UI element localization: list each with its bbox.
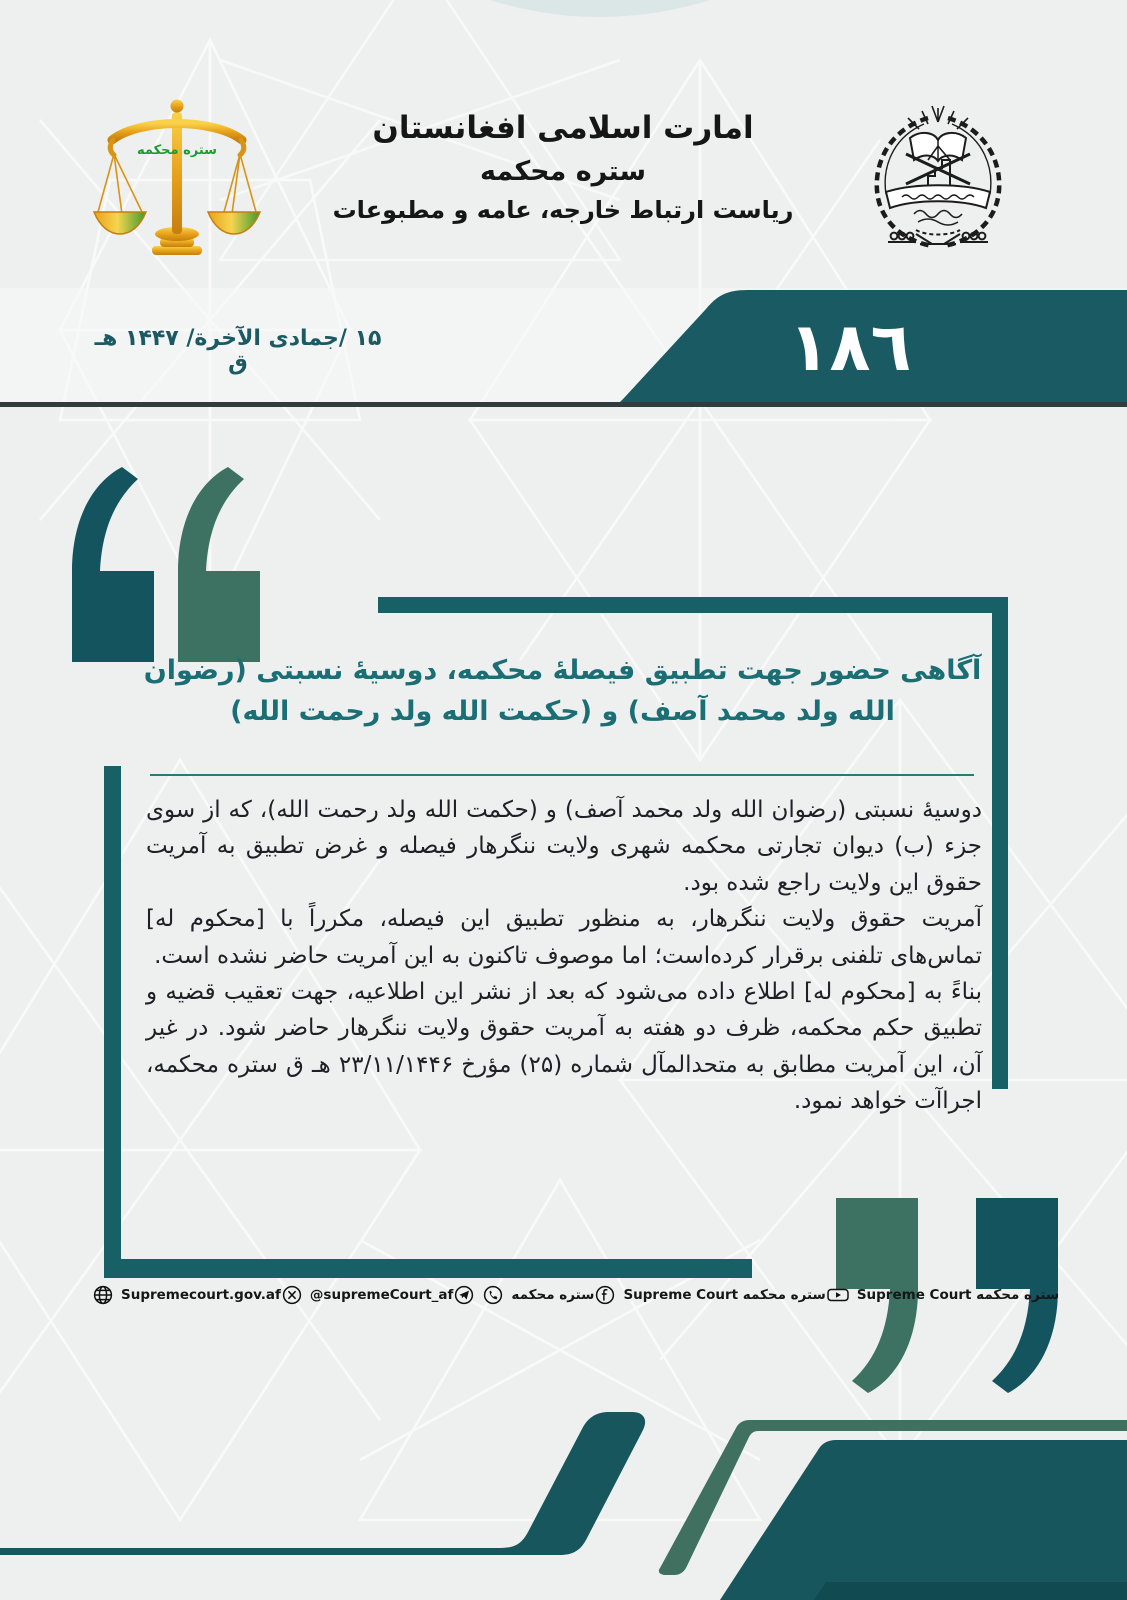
bottom-decoration: [0, 1310, 1127, 1600]
notice-paragraph: بناءً به [محکوم له] اطلاع داده می‌شود که بعد از نشر این اطلاعیه، جهت تعقیب قضیه و تطبیق حکم محکمه، ظرف دو هفته به آمریت حقوق ولایت ننگرهار حاضر شود. در غیر آن، این آمریت مطابق به متحدالمآل شماره (۲۵) مؤرخ ۲۳/۱۱/۱۴۴۶ هـ ق ستره محکمه، اجراآت خواهد نمود.: [146, 979, 982, 1115]
youtube-label: Supreme Court ستره محکمه: [856, 1287, 1060, 1303]
open-quote-mark: [62, 467, 154, 662]
facebook-icon: [594, 1284, 616, 1306]
x-twitter-link[interactable]: [281, 1284, 453, 1306]
facebook-link[interactable]: [594, 1284, 825, 1306]
youtube-link[interactable]: [826, 1284, 1059, 1306]
scales-of-justice-logo: [92, 92, 262, 262]
top-edge-decoration: [490, 0, 710, 17]
supreme-court-title: ستره محکمه: [479, 156, 647, 187]
issue-number: ١٨٦: [788, 308, 912, 386]
emirate-calligraphy-title: امارت اسلامی افغانستان: [372, 110, 754, 146]
sun-rays: [908, 106, 968, 129]
scales-left-pan: [94, 212, 146, 234]
banner-ribbon: [886, 185, 990, 208]
scales-pillar: [172, 112, 182, 234]
scales-label: ستره محکمه: [137, 143, 217, 158]
decor-corner-shape: [720, 1440, 1127, 1600]
frame-left-bar: [104, 766, 121, 1278]
notice-title: آگاهی حضور جهت تطبیق فیصلهٔ محکمه، دوسیهٔ نسبتی (رضوان الله ولد محمد آصف) و (حکمت الله ولد رحمت الله): [143, 655, 982, 727]
notice-body: [146, 792, 982, 1120]
notice-paragraph: آمریت حقوق ولایت ننگرهار، به منظور تطبیق این فیصله، مکرراً با [محکوم له] تماس‌های تلفنی برقرار کرده‌است؛ اما موصوف تاکنون به این آمریت حاضر نشده است.: [146, 906, 982, 969]
letterhead: [288, 104, 838, 228]
issue-date: ۱۵ /جمادی الآخرة/ ۱۴۴۷ هـ ق: [94, 326, 382, 376]
messaging-label: ستره محکمه: [511, 1287, 595, 1303]
facebook-label: Supreme Court ستره محکمه: [623, 1287, 826, 1303]
notice-paragraph: دوسیهٔ نسبتی (رضوان الله ولد محمد آصف) و (حکمت الله ولد رحمت الله)، که از سوی جزء (ب) دیوان تجارتی محکمه شهری ولایت ننگرهار فیصله و غرض تطبیق به آمریت حقوق این ولایت راجع شده بود.: [146, 797, 982, 896]
frame-top-bar: [378, 597, 1008, 613]
x-handle-label: @supremeCourt_af: [309, 1287, 454, 1303]
website-label: Supremecourt.gov.af: [121, 1287, 281, 1303]
open-quote-mark: [168, 467, 260, 662]
messaging-links[interactable]: [453, 1284, 594, 1306]
frame-bottom-bar: [104, 1259, 752, 1278]
frame-right-bar: [992, 597, 1008, 1089]
social-links-row: [92, 1284, 1060, 1306]
youtube-icon: [826, 1284, 850, 1306]
department-title: ریاست ارتباط خارجه، عامه و مطبوعات: [332, 196, 794, 224]
website-link[interactable]: [92, 1284, 281, 1306]
band-underline: [0, 402, 1127, 407]
x-icon: [281, 1284, 303, 1306]
globe-icon: [92, 1284, 114, 1306]
scales-finial: [171, 100, 184, 113]
national-emblem: [858, 96, 1018, 256]
telegram-icon: [453, 1284, 475, 1306]
decor-corner-underband: [814, 1582, 1127, 1600]
scales-right-pan: [208, 212, 260, 234]
title-divider: [150, 774, 974, 776]
decor-thin-line-and-stripe: [0, 1412, 645, 1555]
whatsapp-icon: [482, 1284, 504, 1306]
gear-arc: [916, 230, 960, 235]
calligraphy-block: [914, 211, 962, 226]
